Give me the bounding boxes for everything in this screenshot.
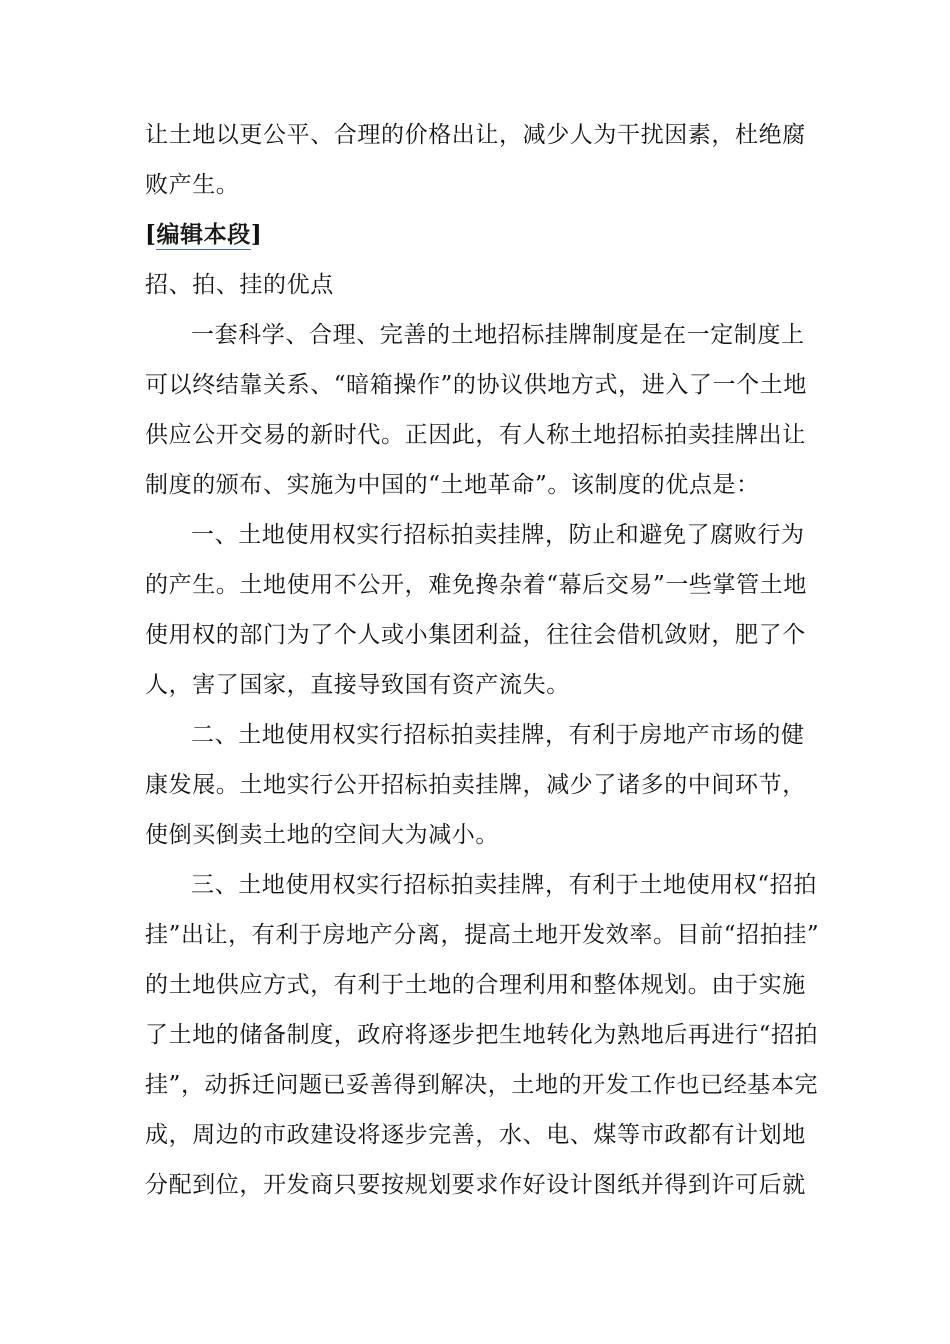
paragraph-line: 一套科学、合理、完善的土地招标挂牌制度是在一定制度上 (191, 322, 805, 348)
paragraph-line: 一、土地使用权实行招标拍卖挂牌，防止和避免了腐败行为 (191, 522, 805, 548)
paragraph-line: 制度的颁布、实施为中国的“土地革命”。该制度的优点是： (145, 472, 760, 498)
section-heading: 招、拍、挂的优点 (145, 272, 334, 298)
edit-link-open-bracket: [ (145, 221, 157, 248)
paragraph-line: 分配到位，开发商只要按规划要求作好设计图纸并得到许可后就 (145, 1172, 806, 1198)
intro-line-2: 败产生。 (145, 172, 240, 198)
paragraph-line: 了土地的储备制度，政府将逐步把生地转化为熟地后再进行“招拍 (145, 1022, 819, 1048)
paragraph-line: 的产生。土地使用不公开，难免搀杂着“幕后交易”一些掌管土地 (145, 572, 807, 598)
paragraph-line: 二、土地使用权实行招标拍卖挂牌，有利于房地产市场的健 (191, 722, 805, 748)
paragraph-line: 康发展。土地实行公开招标拍卖挂牌，减少了诸多的中间环节， (145, 772, 806, 798)
edit-link-close-bracket: ] (250, 221, 263, 248)
paragraph-line: 人，害了国家，直接导致国有资产流失。 (145, 672, 570, 698)
paragraph-line: 挂”出让，有利于房地产分离，提高土地开发效率。目前“招拍挂” (145, 922, 820, 948)
paragraph-line: 三、土地使用权实行招标拍卖挂牌，有利于土地使用权“招拍 (191, 872, 817, 898)
intro-line-1: 让土地以更公平、合理的价格出让，减少人为干扰因素，杜绝腐 (145, 122, 806, 148)
paragraph-line: 成，周边的市政建设将逐步完善，水、电、煤等市政都有计划地 (145, 1122, 806, 1148)
paragraph-line: 使用权的部门为了个人或小集团利益，往往会借机敛财，肥了个 (145, 622, 806, 648)
paragraph-line: 可以终结靠关系、“暗箱操作”的协议供地方式，进入了一个土地 (145, 372, 807, 398)
edit-link-label[interactable]: 编辑本段 (156, 221, 251, 248)
edit-section-link[interactable] (145, 220, 262, 250)
paragraph-line: 的土地供应方式，有利于土地的合理利用和整体规划。由于实施 (145, 972, 806, 998)
paragraph-line: 供应公开交易的新时代。正因此，有人称土地招标拍卖挂牌出让 (145, 422, 806, 448)
paragraph-line: 使倒买倒卖土地的空间大为减小。 (145, 822, 499, 848)
paragraph-line: 挂”，动拆迁问题已妥善得到解决，土地的开发工作也已经基本完 (145, 1072, 819, 1098)
